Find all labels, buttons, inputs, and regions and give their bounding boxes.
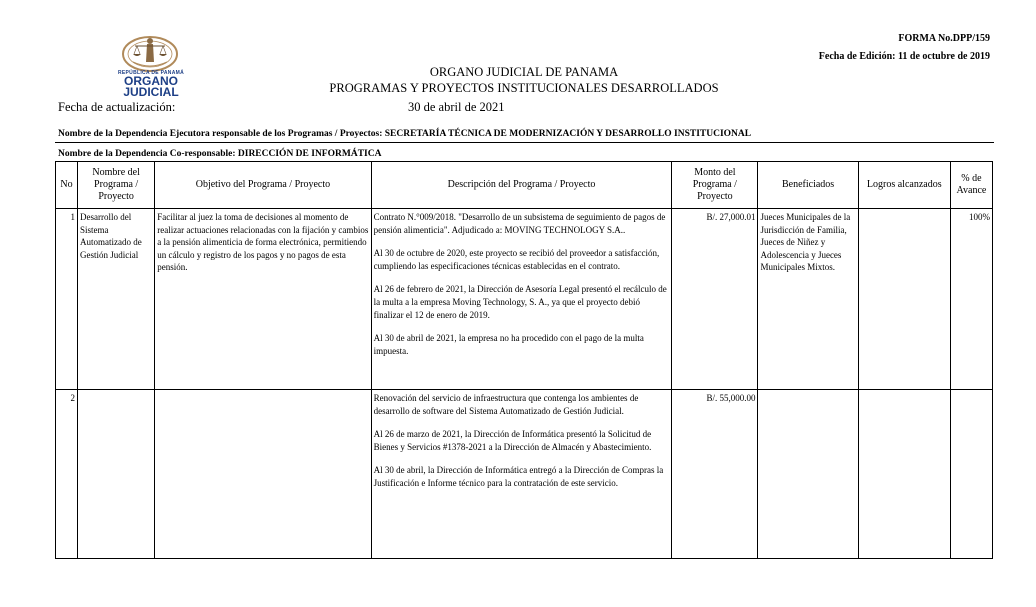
program-amount: B/. 27,000.01 [672, 209, 758, 390]
program-name: Desarrollo del Sistema Automatizado de Gestión Judicial [78, 209, 155, 390]
description-paragraph: Al 26 de marzo de 2021, la Dirección de Informática presentó la Solicitud de Bienes y Servicios #1378-2021 a la Dirección de Almacén y Abastecimiento. [373, 429, 652, 452]
col-header-no: No [56, 162, 78, 209]
description-paragraph: Al 30 de abril, la Dirección de Informática entregó a la Dirección de Compras la Justificación e Informe técnico para la contratación de este servicio. [373, 465, 664, 488]
table-header-row [56, 162, 993, 209]
col-header-objective: Objetivo del Programa / Proyecto [155, 162, 371, 209]
program-objective: Facilitar al juez la toma de decisiones al momento de realizar actuaciones relacionadas con la fijación y cambios a la pensión alimenticia de forma electrónica, permitiendo un cálculo y registro de los pagos y no pagos de esta pensión. [155, 209, 371, 390]
program-description [371, 390, 672, 559]
program-achievements [858, 390, 950, 559]
description-paragraph: Renovación del servicio de infraestructura que contenga los ambientes de desarrollo de software del Sistema Automatizado de Gestión Judicial. [373, 393, 639, 416]
co-responsible-dependency: Nombre de la Dependencia Co-responsable: DIRECCIÓN DE INFORMÁTICA [58, 149, 382, 159]
table-row [56, 390, 993, 559]
description-paragraph: Al 30 de abril de 2021, la empresa no ha procedido con el pago de la multa impuesta. [373, 333, 644, 356]
program-achievements [858, 209, 950, 390]
edition-date: Fecha de Edición: 11 de octubre de 2019 [818, 51, 990, 62]
description-paragraph: Al 26 de febrero de 2021, la Dirección de Asesoría Legal presentó el recálculo de la multa a la empresa Moving Technology, S. A., ya que el proyecto debió finalizar el 12 de enero de 2019. [373, 284, 667, 320]
table-row [56, 209, 993, 390]
report-title: PROGRAMAS Y PROYECTOS INSTITUCIONALES DESARROLLADOS [329, 81, 719, 95]
col-header-beneficiaries: Beneficiados [758, 162, 858, 209]
row-number: 2 [56, 390, 78, 559]
program-name [78, 390, 155, 559]
col-header-name: Nombre del Programa / Proyecto [78, 162, 155, 209]
programs-table [55, 161, 993, 559]
col-header-amount: Monto del Programa / Proyecto [672, 162, 758, 209]
description-paragraph: Contrato N.°009/2018. "Desarrollo de un subsistema de seguimiento de pagos de pensión alimenticia". Adjudicado a: MOVING TECHNOLOGY S.A.. [373, 212, 666, 235]
program-description [371, 209, 672, 390]
program-amount: B/. 55,000.00 [672, 390, 758, 559]
institution-title: ORGANO JUDICIAL DE PANAMA [429, 65, 619, 79]
logo-judicial-text: JUDICIAL [123, 85, 179, 99]
update-date-value: 30 de abril de 2021 [408, 100, 505, 114]
logo-top-text: REPÚBLICA DE PANAMÁ [118, 70, 184, 76]
update-date-label: Fecha de actualización: [58, 100, 176, 114]
divider [55, 142, 994, 143]
row-number: 1 [56, 209, 78, 390]
form-code: FORMA No.DPP/159 [898, 33, 990, 44]
description-paragraph: Al 30 de octubre de 2020, este proyecto se recibió del proveedor a satisfacción, cumpliendo las especificaciones técnicas establecidas en el contrato. [373, 248, 660, 271]
col-header-description: Descripción del Programa / Proyecto [371, 162, 672, 209]
program-objective [155, 390, 371, 559]
program-progress: 100% [950, 209, 992, 390]
program-beneficiaries [758, 390, 858, 559]
logo-organo-text: ORGANO [124, 74, 178, 88]
col-header-achievements: Logros alcanzados [858, 162, 950, 209]
col-header-progress: % de Avance [950, 162, 992, 209]
executing-dependency: Nombre de la Dependencia Ejecutora responsable de los Programas / Proyectos: SECRETARÍA TÉCNICA DE MODERNIZACIÓN Y DESARROLLO INSTITUCIONAL [58, 129, 752, 139]
program-progress [950, 390, 992, 559]
program-beneficiaries: Jueces Municipales de la Jurisdicción de Familia, Jueces de Niñez y Adolescencia y Jueces Municipales Mixtos. [758, 209, 858, 390]
